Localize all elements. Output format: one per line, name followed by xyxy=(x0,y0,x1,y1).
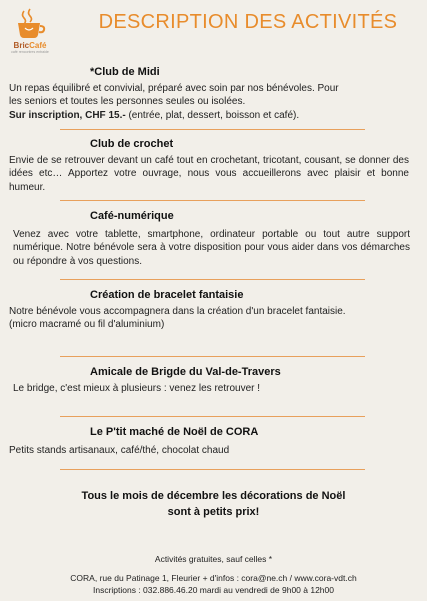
section-body-bridge: Le bridge, c'est mieux à plusieurs : venez les retrouver ! xyxy=(13,383,261,394)
section-line xyxy=(9,109,414,122)
logo-name-part1: Bric xyxy=(13,41,30,50)
section-body-marche-noel: Petits stands artisanaux, café/thé, chocolat chaud xyxy=(9,445,230,456)
section-divider xyxy=(60,129,365,130)
section-title-club-de-crochet: Club de crochet xyxy=(90,138,174,150)
section-divider xyxy=(60,279,365,280)
section-title-cafe-numerique: Café-numérique xyxy=(90,210,174,222)
section-line: Notre bénévole vous accompagnera dans la création d'un bracelet fantaisie. xyxy=(9,306,346,317)
section-divider xyxy=(60,416,365,417)
coffee-cup-icon xyxy=(13,8,47,40)
registration-hours: Inscriptions : 032.886.46.20 mardi au vendredi de 9h00 à 12h00 xyxy=(92,585,334,595)
registration-details: (entrée, plat, dessert, boisson et café). xyxy=(125,109,300,121)
registration-price: Sur inscription, CHF 15.- xyxy=(9,109,126,121)
free-activities-note: Activités gratuites, sauf celles * xyxy=(154,554,273,564)
section-title-bracelet: Création de bracelet fantaisie xyxy=(90,289,244,301)
section-divider xyxy=(60,469,365,470)
section-line: les seniors et toutes les personnes seules ou isolées. xyxy=(9,96,246,108)
section-line: Un repas équilibré et convivial, préparé avec soin par nos bénévoles. Pour xyxy=(9,83,339,94)
bric-cafe-logo xyxy=(8,8,52,62)
december-promo xyxy=(0,488,427,520)
section-body-club-de-midi xyxy=(9,82,414,122)
section-line: (micro macramé ou fil d'aluminium) xyxy=(9,319,165,331)
promo-line: sont à petits prix! xyxy=(167,506,260,518)
section-title-club-de-midi: *Club de Midi xyxy=(90,66,160,78)
section-divider xyxy=(60,356,365,357)
contact-address: CORA, rue du Patinage 1, Fleurier + d'infos : cora@ne.ch / www.cora-vdt.ch xyxy=(70,573,357,583)
page-title: DESCRIPTION DES ACTIVITÉS xyxy=(98,11,398,33)
section-title-marche-noel: Le P'tit maché de Noël de CORA xyxy=(90,426,259,438)
section-divider xyxy=(60,200,365,201)
promo-line: Tous le mois de décembre les décorations de Noël xyxy=(81,490,346,502)
section-title-bridge: Amicale de Brigde du Val-de-Travers xyxy=(90,366,281,378)
logo-name-part2: Café xyxy=(29,41,47,50)
logo-tagline: café rencontres entraide xyxy=(11,50,49,54)
section-body-cafe-numerique: Venez avec votre tablette, smartphone, ordinateur portable ou tout autre support numérique. Notre bénévole sera à votre disposition pour vous aider dans vos démarches ou répondre à vos questions. xyxy=(13,229,410,267)
section-body-club-de-crochet: Envie de se retrouver devant un café tout en crochetant, tricotant, cousant, se donner des idées etc… Apportez votre ouvrage, nous vous accueillerons avec plaisir et bonne humeur. xyxy=(9,155,409,193)
section-body-bracelet xyxy=(9,305,414,332)
